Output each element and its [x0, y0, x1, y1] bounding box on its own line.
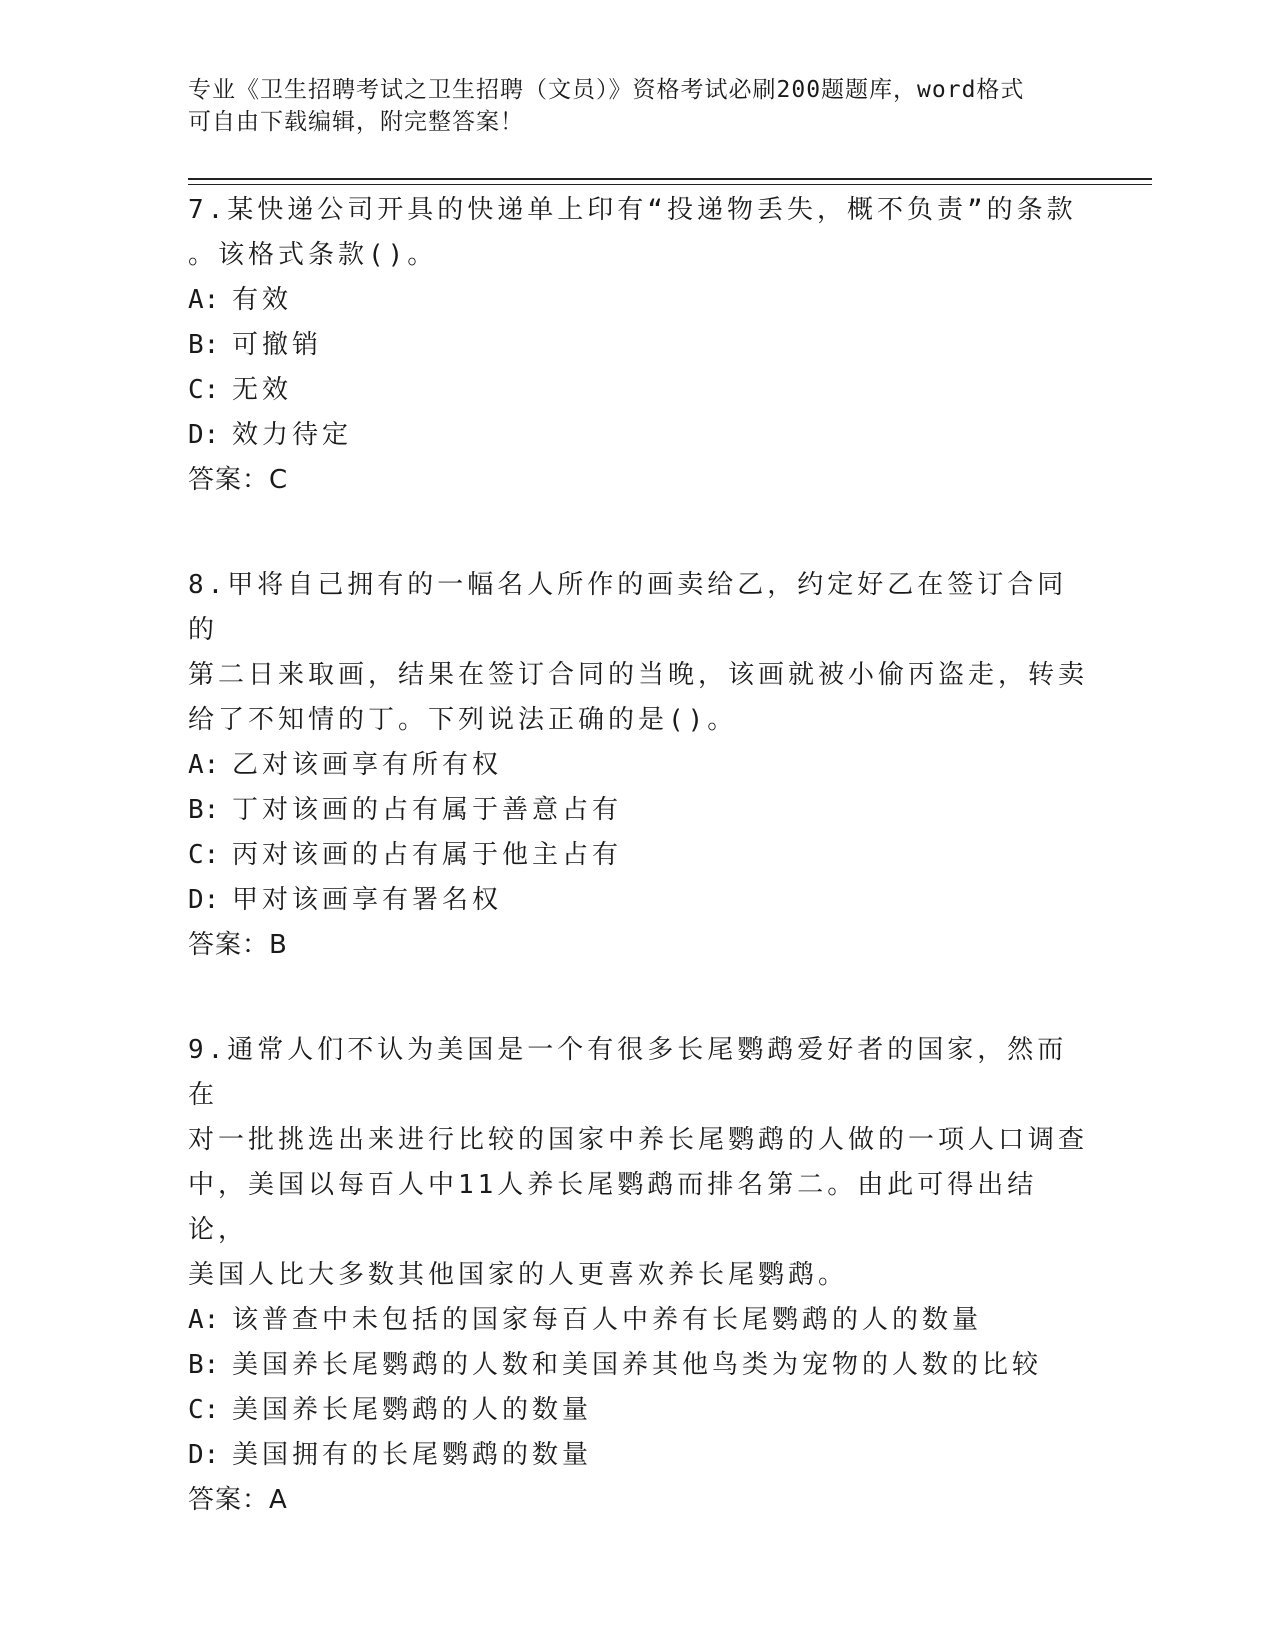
- document-header: [188, 74, 1088, 138]
- option-letter: C:: [188, 840, 220, 870]
- option-text: 效力待定: [232, 420, 353, 450]
- question-text-line: 美国人比大多数其他国家的人更喜欢养长尾鹦鹉。: [188, 1260, 849, 1290]
- option-a: [188, 743, 1088, 788]
- option-b: [188, 1343, 1088, 1388]
- question-list: [188, 188, 1088, 1583]
- header-divider-thin: [188, 184, 1152, 185]
- answer-line: 答案：C: [188, 465, 289, 495]
- option-text: 无效: [232, 375, 293, 405]
- option-text: 丁对该画的占有属于善意占有: [232, 795, 623, 825]
- option-d: [188, 878, 1088, 923]
- option-d: [188, 413, 1088, 458]
- option-letter: A:: [188, 285, 220, 315]
- option-letter: A:: [188, 750, 220, 780]
- header-line-1: 专业《卫生招聘考试之卫生招聘（文员）》资格考试必刷200题题库，word格式: [188, 77, 1025, 103]
- question-text-line: 中，美国以每百人中11人养长尾鹦鹉而排名第二。由此可得出结论，: [188, 1170, 1038, 1245]
- option-d: [188, 1433, 1088, 1478]
- option-letter: C:: [188, 1395, 220, 1425]
- option-text: 可撤销: [232, 330, 323, 360]
- header-divider-thick: [188, 178, 1152, 180]
- option-letter: C:: [188, 375, 220, 405]
- question-text-line: 第二日来取画，结果在签订合同的当晚，该画就被小偷丙盗走，转卖: [188, 660, 1089, 690]
- header-line-2: 可自由下载编辑，附完整答案！: [188, 109, 524, 135]
- answer-line: 答案：B: [188, 930, 288, 960]
- option-b: [188, 788, 1088, 833]
- question-text-line: 给了不知情的丁。下列说法正确的是()。: [188, 705, 738, 735]
- option-letter: A:: [188, 1305, 220, 1335]
- option-text: 美国养长尾鹦鹉的人的数量: [232, 1395, 593, 1425]
- option-text: 丙对该画的占有属于他主占有: [232, 840, 623, 870]
- question-text-line: 对一批挑选出来进行比较的国家中养长尾鹦鹉的人做的一项人口调查: [188, 1125, 1089, 1155]
- option-b: [188, 323, 1088, 368]
- option-letter: D:: [188, 885, 220, 915]
- question-text-line: 9.通常人们不认为美国是一个有很多长尾鹦鹉爱好者的国家，然而在: [188, 1035, 1068, 1110]
- option-c: [188, 368, 1088, 413]
- question-7: [188, 188, 1088, 503]
- option-text: 甲对该画享有署名权: [232, 885, 503, 915]
- question-text-line: 7.某快递公司开具的快递单上印有“投递物丢失，概不负责”的条款: [188, 195, 1077, 225]
- question-8: [188, 563, 1088, 968]
- option-a: [188, 278, 1088, 323]
- option-c: [188, 1388, 1088, 1433]
- option-text: 乙对该画享有所有权: [232, 750, 503, 780]
- option-letter: D:: [188, 1440, 220, 1470]
- option-letter: B:: [188, 330, 220, 360]
- option-letter: B:: [188, 1350, 220, 1380]
- option-text: 有效: [232, 285, 293, 315]
- question-text-line: 8.甲将自己拥有的一幅名人所作的画卖给乙，约定好乙在签订合同的: [188, 570, 1068, 645]
- option-a: [188, 1298, 1088, 1343]
- option-letter: B:: [188, 795, 220, 825]
- option-text: 美国养长尾鹦鹉的人数和美国养其他鸟类为宠物的人数的比较: [232, 1350, 1043, 1380]
- answer-line: 答案：A: [188, 1485, 288, 1515]
- option-text: 美国拥有的长尾鹦鹉的数量: [232, 1440, 593, 1470]
- option-letter: D:: [188, 420, 220, 450]
- question-9: [188, 1028, 1088, 1523]
- option-c: [188, 833, 1088, 878]
- option-text: 该普查中未包括的国家每百人中养有长尾鹦鹉的人的数量: [232, 1305, 983, 1335]
- question-text-line: 。该格式条款()。: [188, 240, 438, 270]
